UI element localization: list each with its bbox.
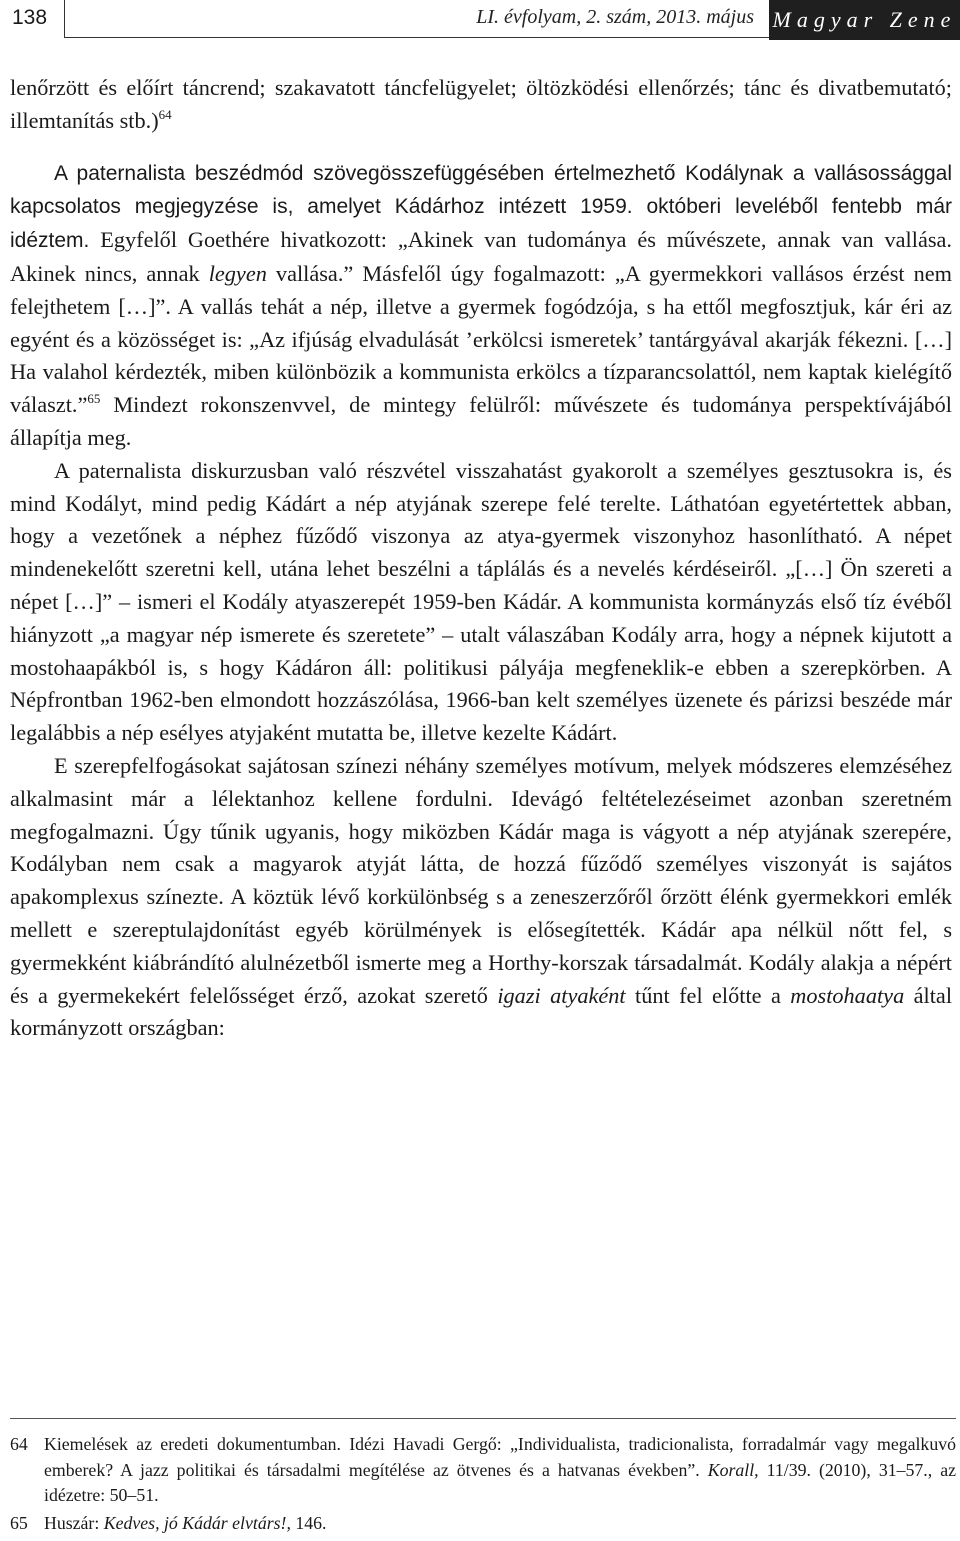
footnote-number: 65 <box>10 1512 28 1533</box>
footnote-64 <box>10 1432 956 1509</box>
footnote-ref-65[interactable]: 65 <box>87 391 101 407</box>
paragraph-continuation: lenőrzött és előírt táncrend; szakavatott táncfelügyelet; öltözködési ellenőrzés; tánc és divatbemutató; illemtanítás stb.)$^{64}$ <box>10 75 952 133</box>
footnote-text: Kiemelések az eredeti dokumentumban. Idézi Havadi Gergő: „Individualista, tradicionalista, forradalmár vagy megalkuvó emberek? A jazz politikai és társadalmi megítélése az ötvenes és a hatvanas években”. Korall, 11/39. (2010), 31–57., az idézetre: 50–51. <box>44 1434 956 1505</box>
footnote-divider <box>10 1418 956 1419</box>
journal-title: Magyar Zene <box>769 0 960 40</box>
header-divider <box>64 0 65 38</box>
footnote-number: 64 <box>10 1434 28 1454</box>
paragraph-paternalist-discourse: A paternalista diskurzusban való részvétel visszahatást gyakorolt a személyes gesztusokra is, és mind Kodályt, mind pedig Kádárt a nép atyjának szerepe felé terelte. Láthatóan egyetértettek abban, hogy a vezetőnek a néphez fűződő viszonya az atya-gyermek viszonyhoz hasonlítható. A népet mindenekelőtt szeretni kell, utána lehet beszélni a táplálás és a nevelés kérdéseiről. „[…] Ön szereti a népet […]” – ismeri el Kodály atyaszerepét 1959-ben Kádár. A kommunista kormányzás első tíz évéből hiányzott „a magyar nép ismerete és szeretete” – utalt válaszában Kodály arra, hogy a népnek kijutott a mostohaapákból is, s hogy Kádáron áll: politikusi pályája megfeneklik-e ebben a szerepkörben. A Népfrontban 1962-ben elmondott hozzászólása, 1966-ban kelt személyes üzenete és párizsi beszéde már legalábbis a nép esélyes atyjaként mutatta be, illetve kezelte Kádárt. <box>10 457 952 746</box>
footnote-65 <box>10 1511 956 1537</box>
footnote-ref-64[interactable]: 64 <box>158 106 172 122</box>
paragraph-kodaly-religion: A paternalista beszédmód szövegösszefüggésében értelmezhető Kodálynak a vallásossággal kapcsolatos megjegyzése is, amelyet Kádárhoz intézett 1959. októberi leveléből fentebb már idéztem. Egyfelől Goethére hivatkozott: „Akinek van tudománya és művészete, annak van vallása. Akinek nincs, annak legyen vallása.” Másfelől úgy fogalmazott: „A gyermekkori vallásos érzést nem felejthetem […]”. A vallás tehát a nép, illetve a gyermek fogódzója, s ha ettől megfosztjuk, kár éri az egyént és a közösséget is: „Az ifjúság elvadulását ’erkölcsi ismeretek’ tantárgyával akarják fékezni. […] Ha valahol kérdezték, miben különbözik a kommunista erkölcs a tízparancsolattól, nem kaptak kielégítő választ.”$^{65}$ Mindezt rokonszenvvel, de mintegy felülről: művészete és tudománya perspektívájából állapítja meg. <box>10 161 953 450</box>
volume-info: LI. évfolyam, 2. szám, 2013. május <box>476 6 754 28</box>
footnotes <box>10 1432 956 1538</box>
page-header <box>0 0 960 40</box>
footnote-text: Huszár: Kedves, jó Kádár elvtárs!, 146. <box>44 1512 327 1533</box>
article-body <box>10 72 952 1045</box>
paragraph-role-perception: E szerepfelfogásokat sajátosan színezi néhány személyes motívum, melyek módszeres elemzéséhez alkalmasint már a lélektanhoz kellene fordulni. Idevágó feltételezéseimet azonban szeretném megfogalmazni. Úgy tűnik ugyanis, hogy miközben Kádár maga is vágyott a nép atyjának szerepére, Kodályban nem csak a magyarok atyját látta, de hozzá fűződő személyes viszonyát is sajátos apakomplexus színezte. A köztük lévő korkülönbség s a zeneszerzőről őrzött élénk gyermekkori emlék mellett e szereptulajdonítást egyéb körülmények is elősegítették. Kádár apa nélkül nőtt fel, s gyermekként kiábrándító alulnézetből ismerte meg a Horthy-korszak társadalmát. Kodály alakja a népért és a gyermekekért felelősséget érző, azokat szerető igazi atyaként tűnt fel előtte a mostohaatya által kormányzott országban: <box>10 752 953 1041</box>
header-rule <box>64 37 769 38</box>
page-number: 138 <box>12 6 48 29</box>
